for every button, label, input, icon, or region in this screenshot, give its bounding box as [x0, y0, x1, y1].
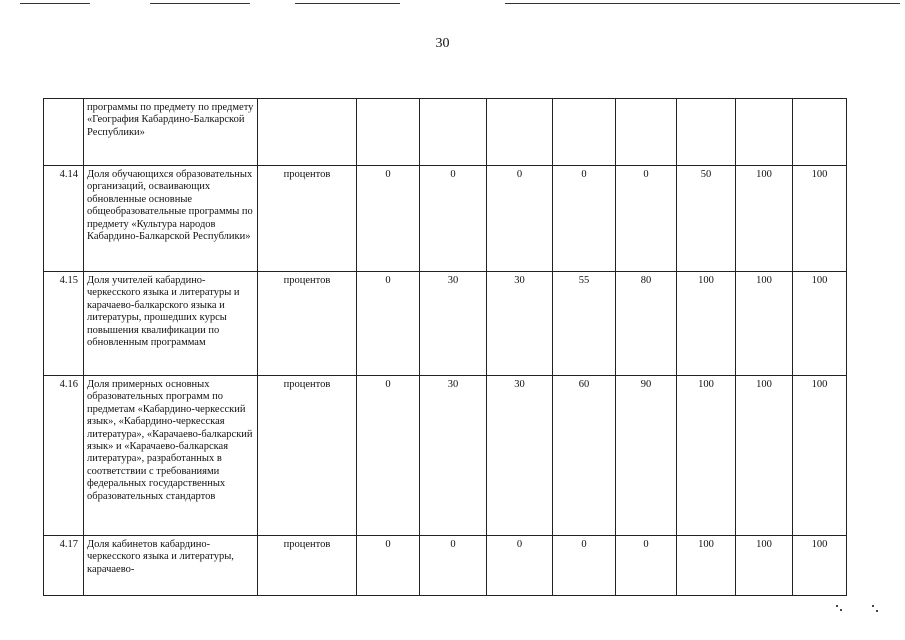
value-cell: 0 [357, 272, 420, 376]
value-cell: 100 [736, 166, 793, 272]
top-rule [505, 3, 900, 4]
value-cell: 0 [357, 166, 420, 272]
table-row [44, 272, 847, 376]
value-cell [616, 99, 677, 166]
value-cell: 100 [793, 166, 847, 272]
value-cell: 0 [553, 166, 616, 272]
value-cell [357, 99, 420, 166]
value-cell: 60 [553, 376, 616, 536]
top-rule [150, 3, 250, 4]
scan-artifact [836, 605, 838, 607]
value-cell: 100 [793, 376, 847, 536]
indicator-description: программы по предмету по предмету «География Кабардино-Балкарской Республики» [84, 99, 258, 166]
value-cell: 0 [616, 166, 677, 272]
value-cell: 80 [616, 272, 677, 376]
scan-artifact [872, 605, 874, 607]
value-cell: 55 [553, 272, 616, 376]
unit-cell [258, 99, 357, 166]
value-cell: 0 [357, 376, 420, 536]
unit-cell: процентов [258, 536, 357, 596]
table-row [44, 166, 847, 272]
value-cell: 30 [420, 272, 487, 376]
top-rule [20, 3, 90, 4]
value-cell: 30 [420, 376, 487, 536]
value-cell: 0 [420, 166, 487, 272]
page-number: 30 [435, 36, 450, 51]
unit-cell: процентов [258, 166, 357, 272]
unit-cell: процентов [258, 376, 357, 536]
table-row [44, 536, 847, 596]
value-cell [420, 99, 487, 166]
value-cell: 100 [677, 376, 736, 536]
value-cell [677, 99, 736, 166]
value-cell: 100 [736, 272, 793, 376]
scan-artifact [876, 610, 878, 612]
table-row [44, 99, 847, 166]
value-cell: 100 [736, 376, 793, 536]
indicator-description: Доля учителей кабардино-черкесского языка и литературы и карачаево-балкарского языка и литературы, прошедших курсы повышения квалификации по обновленным программам [84, 272, 258, 376]
value-cell: 90 [616, 376, 677, 536]
value-cell: 0 [487, 536, 553, 596]
value-cell: 30 [487, 272, 553, 376]
row-number [44, 99, 84, 166]
value-cell [553, 99, 616, 166]
row-number: 4.16 [44, 376, 84, 536]
value-cell: 50 [677, 166, 736, 272]
value-cell: 30 [487, 376, 553, 536]
indicator-description: Доля кабинетов кабардино-черкесского языка и литературы, карачаево- [84, 536, 258, 596]
indicator-description: Доля обучающихся образовательных организаций, осваивающих обновленные основные общеобразовательные программы по предмету «Культура народов Кабардино-Балкарской Республики» [84, 166, 258, 272]
indicator-description: Доля примерных основных образовательных программ по предметам «Кабардино-черкесский язык», «Кабардино-черкесская литература», «Карачаево-балкарский язык» и «Карачаево-балкарская литература», разработанных в соответствии с требованиями федеральных государственных образовательных стандартов [84, 376, 258, 536]
value-cell: 100 [677, 536, 736, 596]
value-cell: 0 [357, 536, 420, 596]
unit-cell: процентов [258, 272, 357, 376]
scan-artifact [840, 609, 842, 611]
value-cell [793, 99, 847, 166]
table-row [44, 376, 847, 536]
row-number: 4.17 [44, 536, 84, 596]
top-rule [295, 3, 400, 4]
value-cell: 0 [487, 166, 553, 272]
value-cell [487, 99, 553, 166]
value-cell [736, 99, 793, 166]
value-cell: 0 [420, 536, 487, 596]
value-cell: 100 [793, 272, 847, 376]
value-cell: 0 [616, 536, 677, 596]
indicators-table [43, 98, 847, 596]
value-cell: 100 [793, 536, 847, 596]
row-number: 4.15 [44, 272, 84, 376]
value-cell: 100 [736, 536, 793, 596]
row-number: 4.14 [44, 166, 84, 272]
value-cell: 100 [677, 272, 736, 376]
value-cell: 0 [553, 536, 616, 596]
